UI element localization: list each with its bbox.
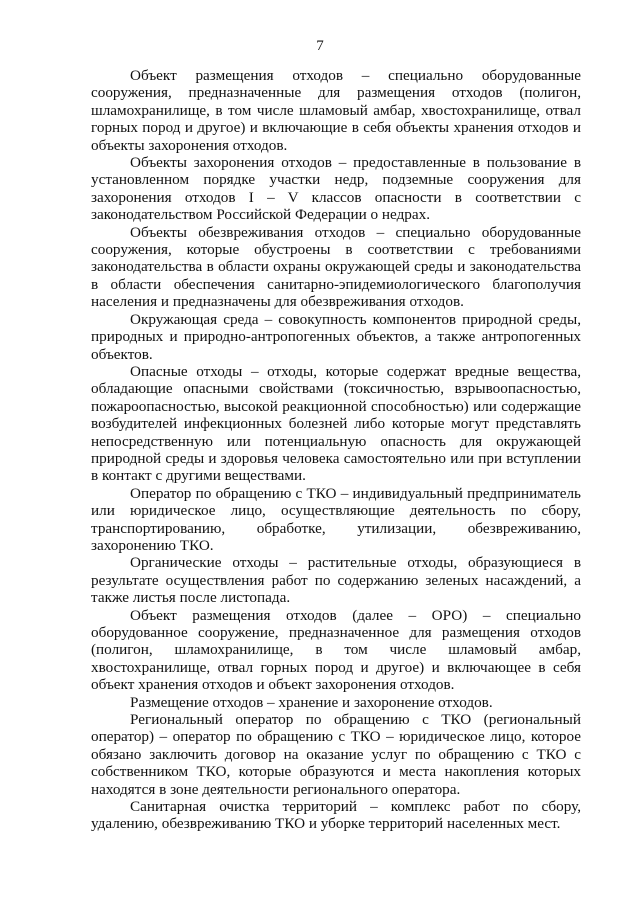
paragraph-regional-operator: Региональный оператор по обращению с ТКО (региональный оператор) – оператор по обращению с ТКО – юридическое лицо, которое обязано заключить договор на оказание услуг по обращению с ТКО с собственником ТКО, которые образуются и места накопления которых находятся в зоне деятельности регионального оператора. xyxy=(91,711,581,798)
paragraph-waste-burial-objects: Объекты захоронения отходов – предоставленные в пользование в установленном порядке участки недр, подземные сооружения для захоронения отходов I – V классов опасности в соответствии с законодательством Российской Федерации о недрах. xyxy=(91,154,581,224)
document-body xyxy=(91,67,581,833)
paragraph-environment: Окружающая среда – совокупность компонентов природной среды, природных и природно-антропогенных объектов, а также антропогенных объектов. xyxy=(91,310,581,363)
paragraph-tko-operator: Оператор по обращению с ТКО – индивидуальный предприниматель или юридическое лицо, осуществляющие деятельность по сбору, транспортированию, обработке, утилизации, обезвреживанию, захоронению ТКО. xyxy=(91,484,581,554)
paragraph-waste-neutralization-objects: Объекты обезвреживания отходов – специально оборудованные сооружения, которые обустроены в соответствии с требованиями законодательства в области охраны окружающей среды и законодательства в области обеспечения санитарно-эпидемиологического благополучия населения и предназначены для обезвреживания отходов. xyxy=(91,223,581,311)
paragraph-sanitary-cleaning: Санитарная очистка территорий – комплекс работ по сбору, удалению, обезвреживанию ТКО и уборке территорий населенных мест. xyxy=(91,798,581,833)
paragraph-organic-waste: Органические отходы – растительные отходы, образующиеся в результате осуществления работ по содержанию зеленых насаждений, а также листья после листопада. xyxy=(91,554,581,607)
paragraph-waste-placement: Размещение отходов – хранение и захоронение отходов. xyxy=(130,693,493,711)
paragraph-oro: Объект размещения отходов (далее – ОРО) – специально оборудованное сооружение, предназначенное для размещения отходов (полигон, шламохранилище, в том числе шламовый амбар, хвостохранилище, отвал горных пород и другое) и включающее в себя объект хранения отходов и объект захоронения отходов. xyxy=(91,606,581,694)
page-number: 7 xyxy=(316,38,324,54)
paragraph-hazardous-waste: Опасные отходы – отходы, которые содержат вредные вещества, обладающие опасными свойствами (токсичностью, взрывоопасностью, пожароопасностью, высокой реакционной способностью) или содержащие возбудителей инфекционных болезней либо которые могут представлять непосредственную или потенциальную опасность для окружающей природной среды и здоровья человека самостоятельно или при вступлении в контакт с другими веществами. xyxy=(91,362,581,485)
paragraph-waste-placement-object: Объект размещения отходов – специально оборудованные сооружения, предназначенные для размещения отходов (полигон, шламохранилище, в том числе шламовый амбар, хвостохранилище, отвал горных пород и другое) и включающие в себя объекты хранения отходов и объекты захоронения отходов. xyxy=(91,67,581,154)
